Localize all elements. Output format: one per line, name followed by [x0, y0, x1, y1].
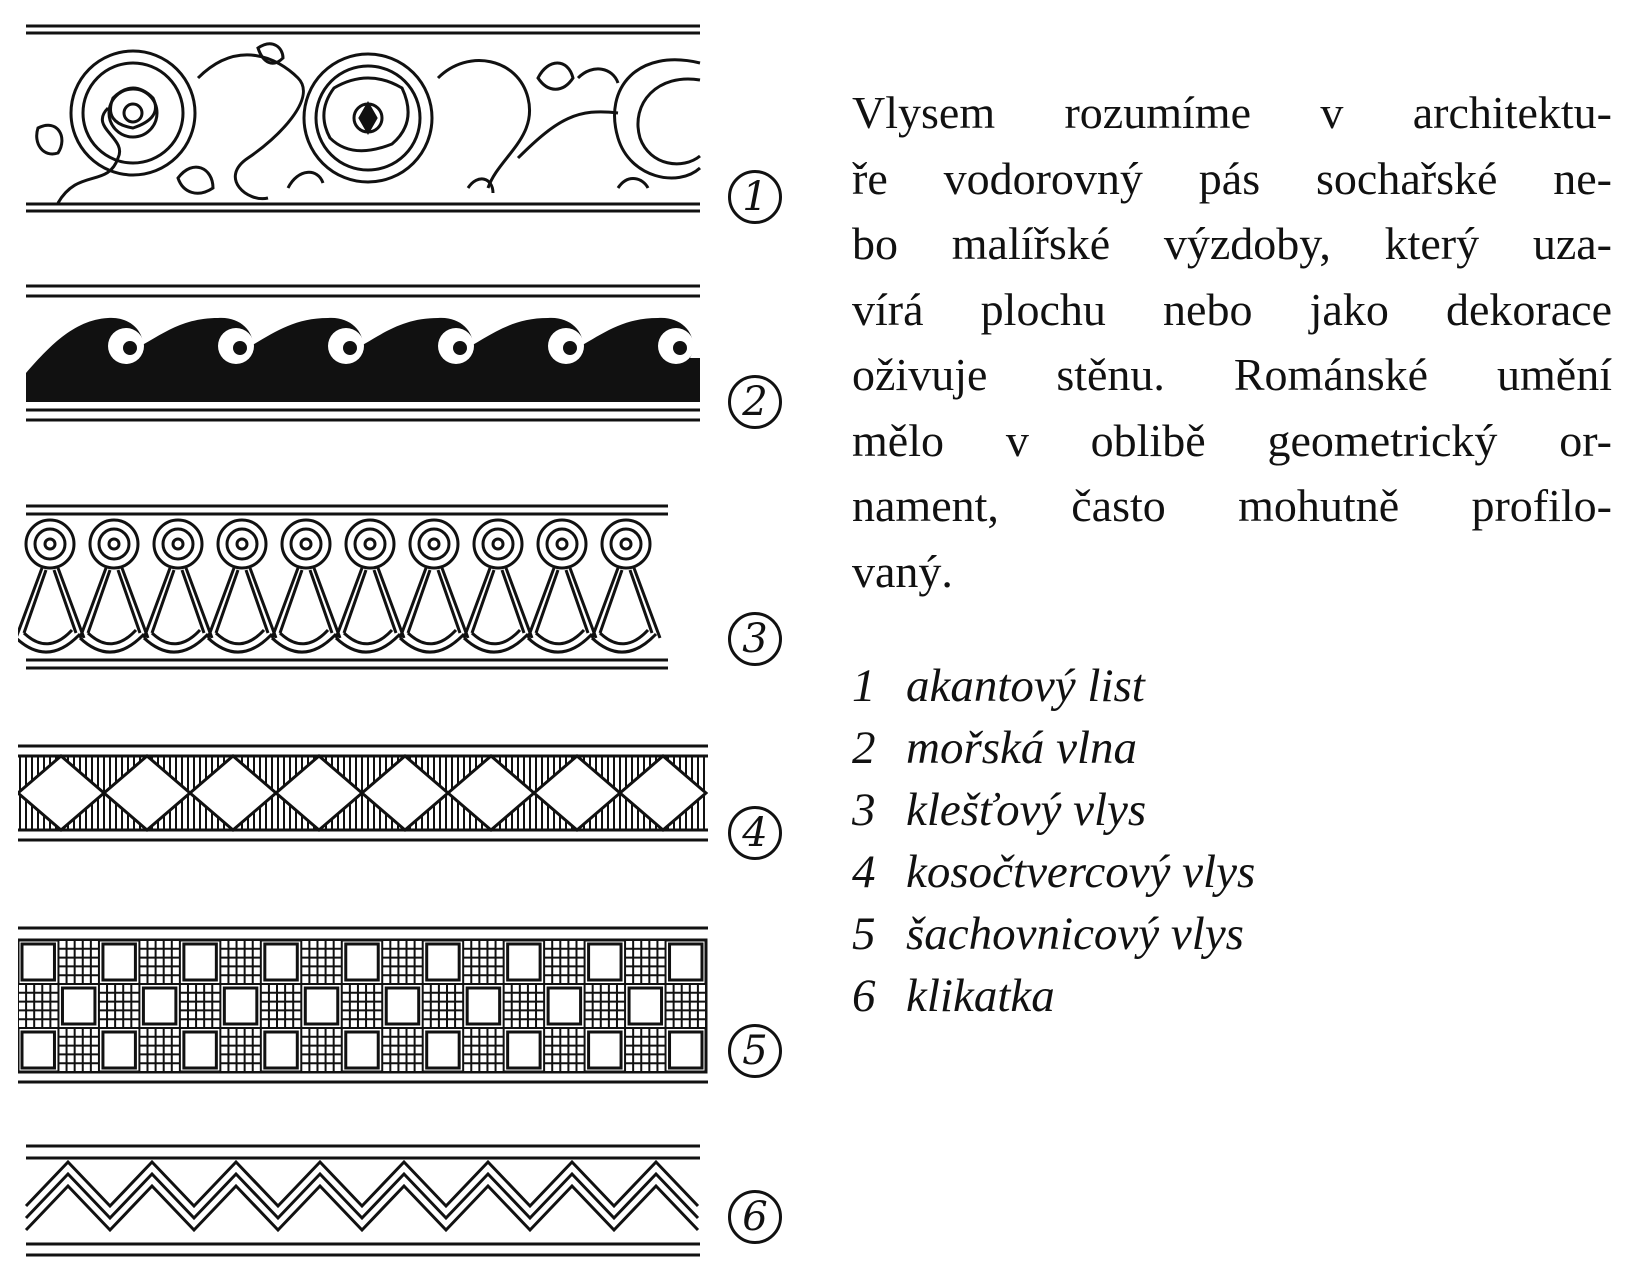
frieze-5-checkerboard-frieze: [18, 920, 708, 1090]
frieze-number-badge: 1: [728, 170, 782, 224]
frieze-4-rhombus-frieze: [18, 738, 708, 848]
frieze-1-acanthus-leaf: [18, 18, 708, 218]
legend-label: mořská vlna: [906, 722, 1138, 774]
frieze-number-badge: 5: [728, 1024, 782, 1078]
description-block: [852, 80, 1612, 604]
legend-label: klikatka: [906, 970, 1055, 1022]
legend-item: [852, 903, 1255, 965]
description-line: vaný.: [852, 545, 953, 597]
legend-item: [852, 779, 1255, 841]
legend-item: [852, 841, 1255, 903]
frieze-number-badge: 3: [728, 612, 782, 666]
frieze-2-sea-wave: [18, 278, 708, 438]
frieze-number-badge: 2: [728, 375, 782, 429]
description-line: nament, často mohutně profilo-: [852, 480, 1612, 531]
legend-label: akantový list: [906, 660, 1145, 712]
legend-number: 5: [852, 908, 876, 960]
frieze-6-zigzag: [18, 1138, 708, 1263]
legend-number: 4: [852, 846, 876, 898]
legend-item: [852, 965, 1255, 1027]
frieze-number-badge: 6: [728, 1190, 782, 1244]
frieze-number-badge: 4: [728, 806, 782, 860]
legend-number: 3: [852, 784, 876, 836]
legend-label: šachovnicový vlys: [906, 908, 1244, 960]
legend-number: 1: [852, 660, 876, 712]
description-line: ře vodorovný pás sochařské ne-: [852, 152, 1612, 204]
legend-number: 2: [852, 722, 876, 774]
legend-label: klešťový vlys: [906, 784, 1147, 836]
description-line: Vlysem rozumíme v architektu-: [852, 87, 1612, 138]
description-line: oživuje stěnu. Románské umění: [852, 349, 1612, 400]
description-line: mělo v oblibě geometrický or-: [852, 414, 1612, 466]
legend-number: 6: [852, 970, 876, 1022]
frieze-3-pincer-frieze: [18, 498, 708, 678]
legend-item: [852, 717, 1255, 779]
description-paragraph: [852, 80, 1612, 604]
legend-label: kosočtvercový vlys: [906, 846, 1256, 898]
frieze-legend: [852, 655, 1255, 1027]
description-line: bo malířské výzdoby, který uza-: [852, 218, 1612, 269]
legend-item: [852, 655, 1255, 717]
description-line: vírá plochu nebo jako dekorace: [852, 283, 1612, 335]
